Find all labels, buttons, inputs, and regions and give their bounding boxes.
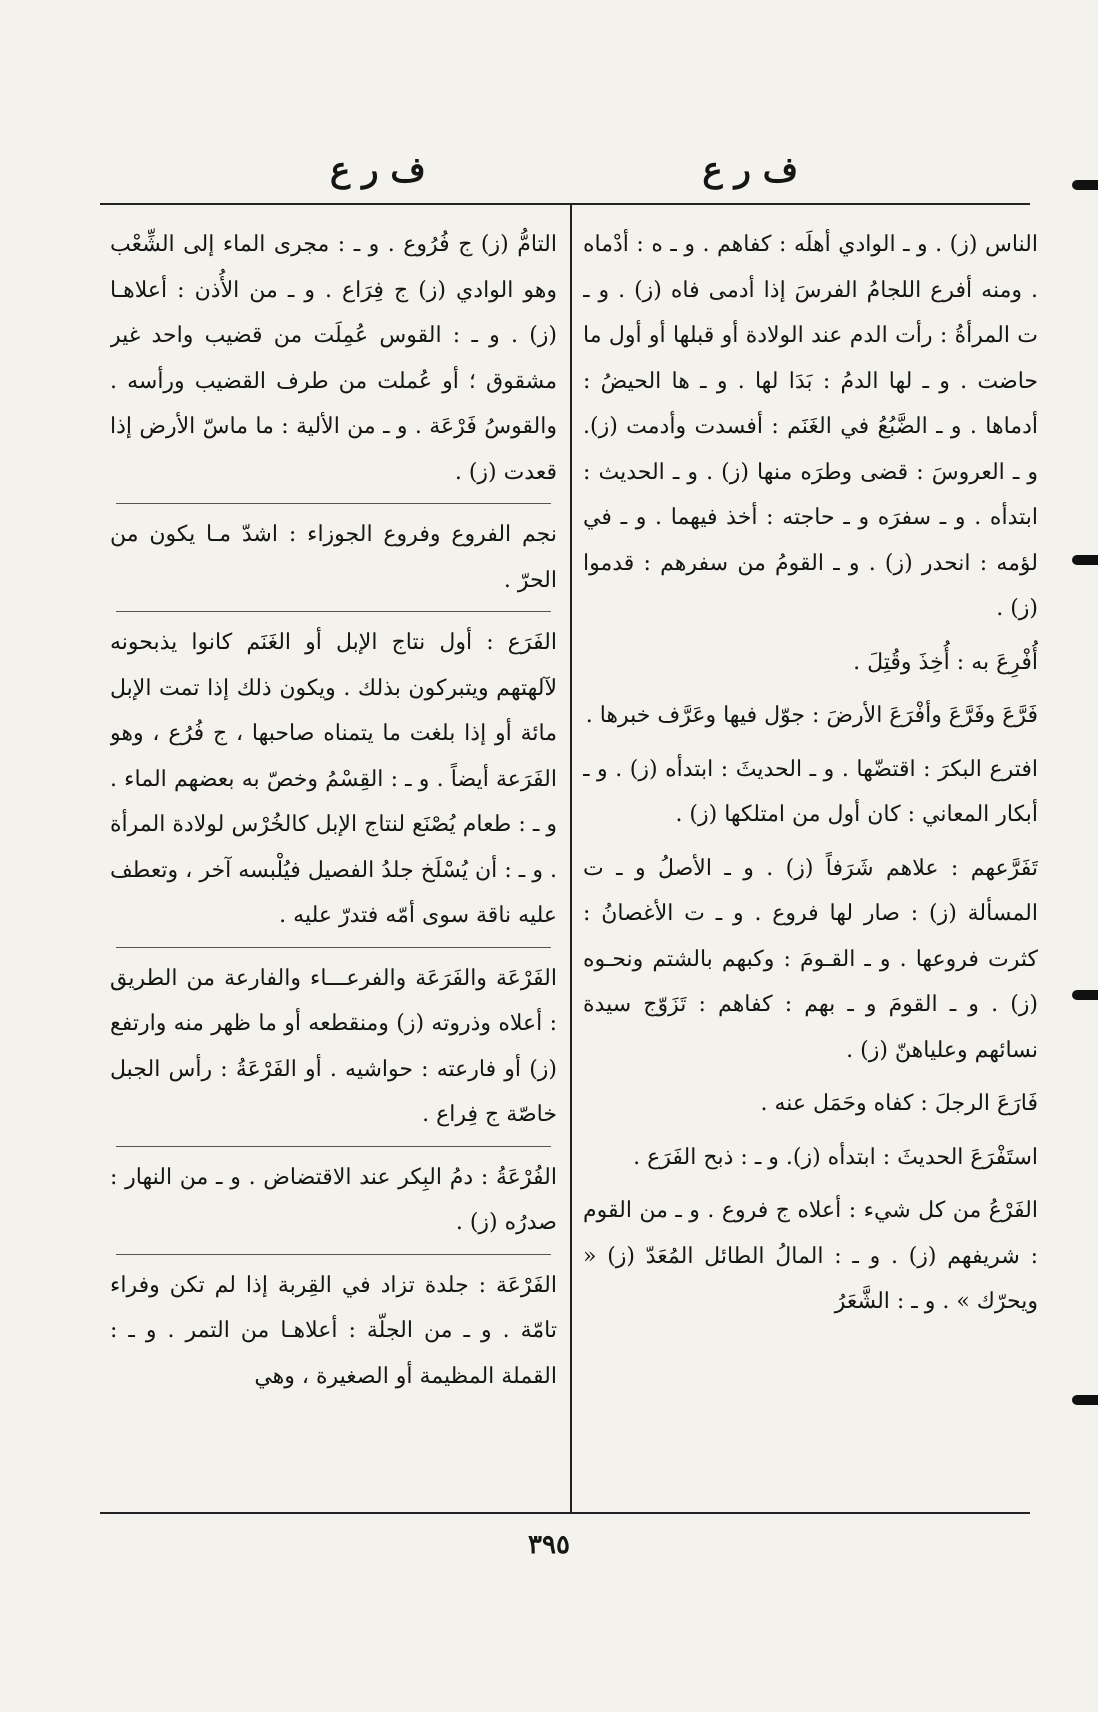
- entry-separator: [116, 1254, 551, 1255]
- entry: استَفْرَعَ الحديثَ : ابتدأه (ز). و ـ : ذبح الفَرَع .: [633, 1144, 1038, 1170]
- entry: فَرَّعَ وفَرَّعَ وأفْرَعَ الأرضَ : جوّل فيها وعَرَّف خبرها .: [585, 703, 1038, 728]
- entry: الفَرْعَة والفَرَعَة والفرعـــاء والفارعة من الطريق : أعلاه وذروته (ز) ومنقطعه أو ما ظهر منه وارتفع (ز) أو فارعته : حواشيه . أو الفَرْعَةُ : رأس الجبل خاصّة ج فِراع .: [110, 965, 557, 1127]
- entry: تَفَرَّعهم : علاهم شَرَفاً (ز) . و ـ الأصلُ و ـ ت المسألة (ز) : صار لها فروع . و ـ ت الأغصانُ : كثرت فروعها . و ـ القـومَ : وكبهم بالشتم ونحـوه (ز) . و ـ القومَ و ـ بهم : كفاهم : تَزَوّج سيدة نسائهم وعلياهنّ (ز) .: [583, 855, 1038, 1063]
- bottom-rule: [100, 1512, 1030, 1514]
- entry: افترع البكرَ : اقتضّها . و ـ الحديثَ : ابتدأه (ز) . و ـ أبكار المعاني : كان أول من امتلكها (ز) .: [583, 756, 1038, 827]
- scan-margin-mark: [1072, 180, 1098, 190]
- entry-separator: [116, 1146, 551, 1147]
- entry: الفَرْعُ من كل شيء : أعلاه ج فروع . و ـ من القوم : شريفهم (ز) . و ـ : المالُ الطائل المُعَدّ (ز) « ويحرّك » . و ـ : الشَّعَرُ: [583, 1198, 1038, 1314]
- entry: الفُرْعَةُ : دمُ البِكر عند الاقتضاض . و ـ من النهار : صدرُه (ز) .: [110, 1164, 557, 1235]
- right-header: ف ر ع: [702, 150, 798, 190]
- scan-margin-mark: [1072, 1395, 1098, 1405]
- left-column: [110, 222, 557, 1502]
- right-column: [583, 222, 1038, 1502]
- entry: الفَرَع : أول نتاج الإبل أو الغَنَم كانوا يذبحونه لآلهتهم ويتبركون بذلك . ويكون ذلك إذا تمت الإبل مائة أو إذا بلغت ما يتمناه صاحبها ، ج فُرُع ، وهو الفَرَعة أيضاً . و ـ : القِسْمُ وخصّ به بعضهم الماء . و ـ : طعام يُصْنَع لنتاج الإبل كالخُرْس لولادة المرأة . و ـ : أن يُسْلَخ جلدُ الفصيل فيُلْبسه آخر ، وتعطف عليه ناقة سوى أمّه فتدرّ عليه .: [110, 630, 557, 928]
- entry: فَارَعَ الرجلَ : كفاه وحَمَل عنه .: [760, 1091, 1038, 1116]
- entry: الفَرْعَة : جلدة تزاد في القِربة إذا لم تكن وفراء تامّة . و ـ من الجلّة : أعلاهـا من التمر . و ـ : القملة المظيمة أو الصغيرة ، وهي: [110, 1272, 557, 1389]
- left-header: ف ر ع: [330, 150, 426, 190]
- scan-margin-mark: [1072, 555, 1098, 565]
- page-number: ٣٩٥: [528, 1530, 570, 1560]
- entry-separator: [116, 947, 551, 948]
- scan-margin-mark: [1072, 990, 1098, 1000]
- column-divider: [570, 203, 572, 1512]
- entry-separator: [116, 611, 551, 612]
- entry: الناس (ز) . و ـ الوادي أهلَه : كفاهم . و ـ ه : أدْماه . ومنه أفرع اللجامُ الفرسَ إذا أدمى فاه (ز) . و ـ ت المرأةُ : رأت الدم عند الولادة أو قبلها أو أول ما حاضت . و ـ لها الدمُ : بَدَا لها . و ـ ها الحيضُ : أدماها . و ـ الضَّبُعُ في الغَنَم : أفسدت وأدمت (ز). و ـ العروسَ : قضى وطرَه منها (ز) . و ـ الحديث : ابتدأه . و ـ سفرَه و ـ حاجته : أخذ فيهما . و ـ في لؤمه : انحدر (ز) . و ـ القومُ من سفرهم : قدموا (ز) .: [583, 232, 1038, 621]
- entry-separator: [116, 503, 551, 504]
- entry: التامُّ (ز) ج فُرُوع . و ـ : مجرى الماء إلى الشِّعْب وهو الوادي (ز) ج فِرَاع . و ـ من الأُذن : أعلاهـا (ز) . و ـ : القوس عُمِلَت من قضيب واحد غير مشقوق ؛ أو عُملت من طرف القضيب ورأسه . والقوسُ فَرْعَة . و ـ من الألية : ما ماسّ الأرض إذا قعدت (ز) .: [110, 232, 557, 485]
- entry: أُفْرِعَ به : أُخِذَ وقُتِلَ .: [853, 649, 1038, 675]
- entry: نجم الفروع وفروع الجوزاء : اشدّ مـا يكون من الحرّ .: [110, 522, 557, 593]
- top-rule: [100, 203, 1030, 205]
